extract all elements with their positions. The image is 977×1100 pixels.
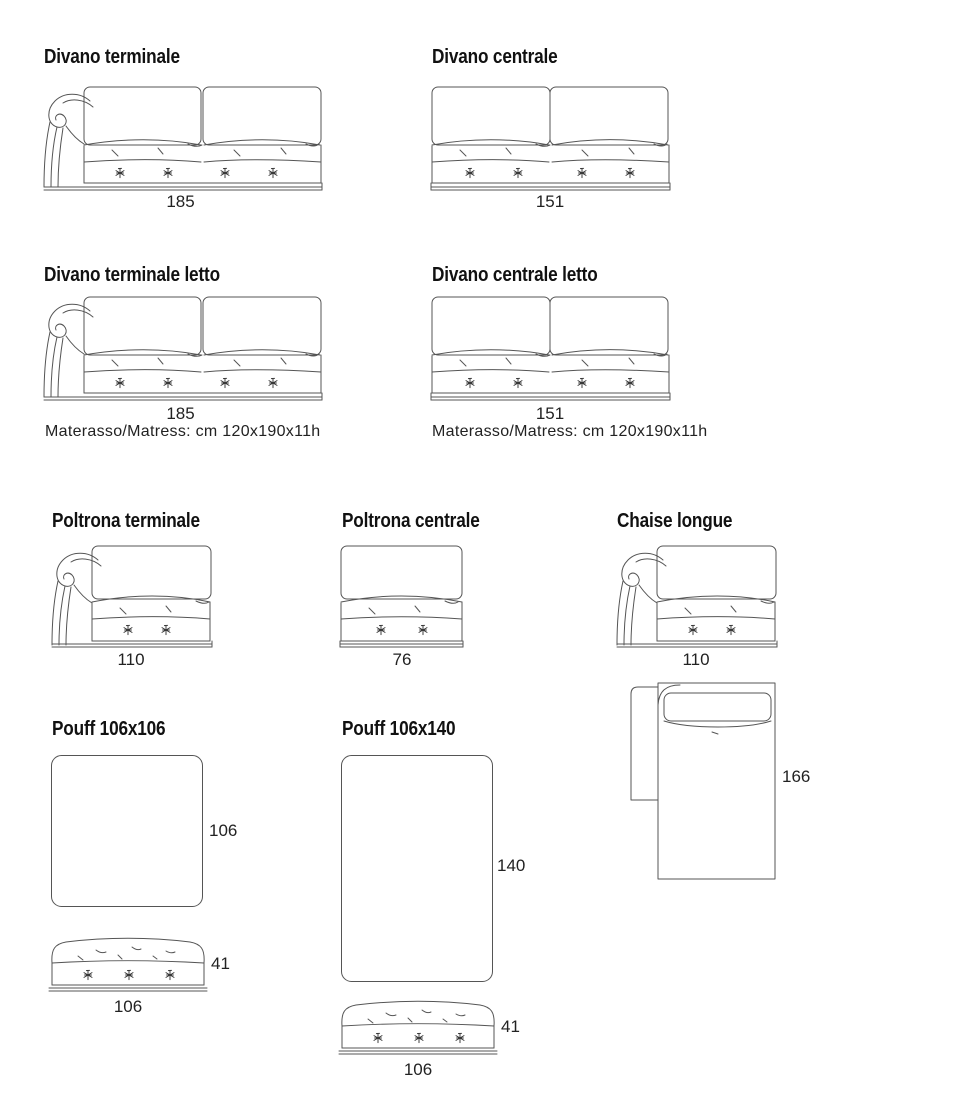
divano-centrale-drawing [430, 80, 670, 192]
figure-title-divano-centrale-letto: Divano centrale letto [432, 264, 598, 286]
height-dimension-pouff-106x140: 41 [501, 1017, 520, 1036]
poltrona-centrale-drawing [339, 544, 465, 648]
figure-title-divano-terminale-letto: Divano terminale letto [44, 264, 220, 286]
height-dimension-pouff-106x106: 41 [211, 954, 230, 973]
mattress-note-centrale: Materasso/Matress: cm 120x190x11h [432, 423, 708, 440]
divano-terminale-drawing [38, 80, 323, 192]
figure-title-pouff-106x106: Pouff 106x106 [52, 718, 166, 740]
pouff-106x140-top-view-drawing [340, 754, 494, 983]
chaise-longue-front-drawing [611, 544, 781, 648]
depth-dimension-chaise-longue: 166 [782, 767, 811, 786]
divano-terminale-letto-drawing [38, 290, 323, 402]
width-dimension-chaise-longue: 110 [682, 650, 710, 669]
width-dimension-divano-centrale-letto: 151 [535, 404, 565, 423]
pouff-106x106-top-view-drawing [50, 754, 204, 908]
poltrona-terminale-drawing [46, 544, 216, 648]
figure-title-poltrona-centrale: Poltrona centrale [342, 510, 480, 532]
pouff-106x106-front-drawing [48, 936, 208, 994]
figure-title-divano-centrale: Divano centrale [432, 46, 558, 68]
width-dimension-poltrona-centrale: 76 [392, 650, 412, 669]
width-dimension-pouff-106x140: 106 [403, 1060, 433, 1079]
side-dimension-pouff-106x140: 140 [497, 856, 526, 875]
figure-title-divano-terminale: Divano terminale [44, 46, 180, 68]
side-dimension-pouff-106x106: 106 [209, 821, 238, 840]
width-dimension-poltrona-terminale: 110 [117, 650, 145, 669]
pouff-106x140-front-drawing [338, 999, 498, 1057]
width-dimension-divano-terminale-letto: 185 [166, 404, 195, 423]
chaise-longue-top-view-drawing [628, 681, 778, 881]
figure-title-chaise-longue: Chaise longue [617, 510, 733, 532]
figure-title-pouff-106x140: Pouff 106x140 [342, 718, 456, 740]
width-dimension-divano-terminale: 185 [166, 192, 195, 211]
figure-title-poltrona-terminale: Poltrona terminale [52, 510, 200, 532]
mattress-note-terminale: Materasso/Matress: cm 120x190x11h [45, 423, 321, 440]
width-dimension-pouff-106x106: 106 [113, 997, 143, 1016]
width-dimension-divano-centrale: 151 [535, 192, 565, 211]
divano-centrale-letto-drawing [430, 290, 670, 402]
